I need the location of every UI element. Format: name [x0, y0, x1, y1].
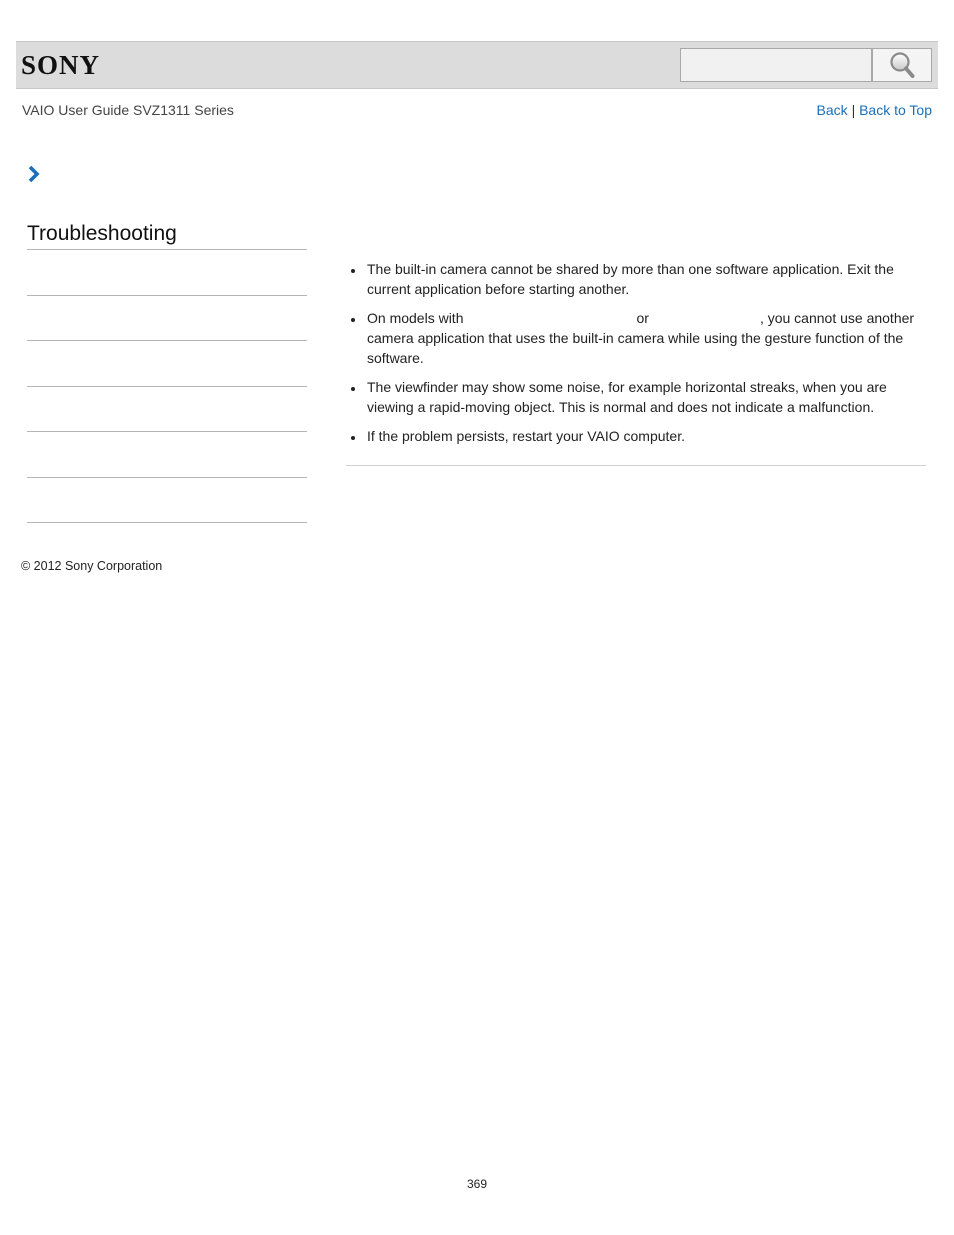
sidebar-divider: [27, 386, 307, 387]
sidebar-divider: [27, 431, 307, 432]
list-item-text: The built-in camera cannot be shared by more than one software application. Exit the current application before starting another.: [367, 261, 894, 297]
list-item-text: If the problem persists, restart your VAIO computer.: [367, 428, 685, 444]
sidebar-title: Troubleshooting: [27, 222, 177, 245]
notes-list: [346, 259, 926, 446]
link-separator: |: [851, 102, 856, 118]
sidebar-divider: [27, 340, 307, 341]
sidebar-divider: [27, 522, 307, 523]
content-divider: [346, 465, 926, 466]
list-item: [346, 377, 926, 417]
list-item-text: The viewfinder may show some noise, for example horizontal streaks, when you are viewing a rapid-moving object. This is normal and does not indicate a malfunction.: [367, 379, 887, 415]
list-item-text: or: [636, 310, 649, 326]
header-bar: [16, 41, 938, 89]
list-item-text: On models with: [367, 310, 464, 326]
top-links: [817, 102, 932, 118]
page-number: 369: [466, 1177, 488, 1191]
list-item-text: , you cannot use another camera application that uses the built-in camera while using the gesture function of the software.: [367, 310, 915, 366]
sony-logo[interactable]: SONY: [21, 50, 101, 80]
sidebar-divider: [27, 295, 307, 296]
chevron-right-icon[interactable]: [26, 165, 42, 183]
list-item: [346, 259, 926, 299]
search-icon: [889, 51, 915, 79]
search-input[interactable]: [680, 48, 872, 82]
back-to-top-link[interactable]: Back to Top: [859, 102, 932, 118]
sidebar-divider: [27, 249, 307, 250]
guide-title: VAIO User Guide SVZ1311 Series: [22, 102, 234, 118]
back-link[interactable]: Back: [816, 102, 848, 118]
sidebar-divider: [27, 477, 307, 478]
search-button[interactable]: [872, 48, 932, 82]
copyright: © 2012 Sony Corporation: [21, 559, 163, 573]
list-item: [346, 426, 926, 446]
main-content: [346, 259, 926, 455]
list-item: [346, 308, 926, 368]
